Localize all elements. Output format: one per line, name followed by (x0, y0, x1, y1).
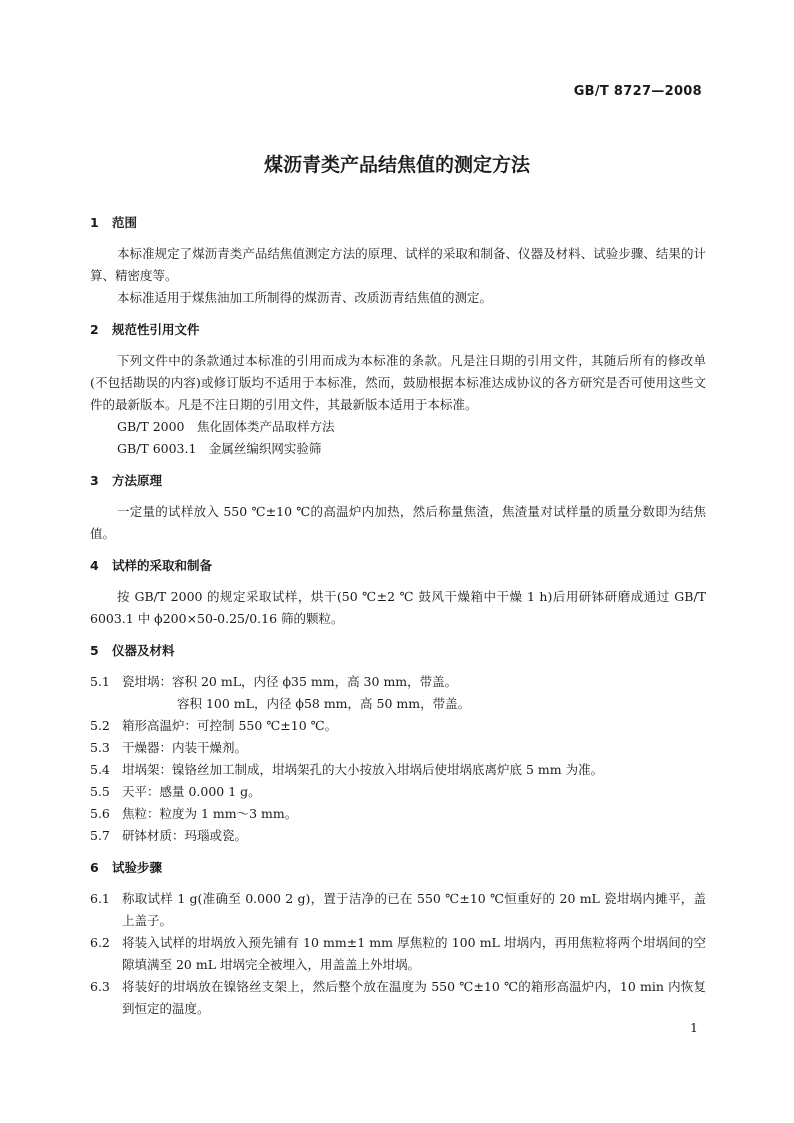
section-number: 4 (90, 558, 99, 573)
item-text: 焦粒：粒度为 1 mm～3 mm。 (122, 806, 298, 821)
section-title: 仪器及材料 (112, 643, 175, 658)
list-item (90, 715, 706, 737)
list-item (90, 671, 706, 693)
paragraph: 下列文件中的条款通过本标准的引用而成为本标准的条款。凡是注日期的引用文件，其随后所有的修改单(不包括勘误的内容)或修订版均不适用于本标准，然而，鼓励根据本标准达成协议的各方研究是否可使用这些文件的最新版本。凡是不注日期的引用文件，其最新版本适用于本标准。 (90, 353, 706, 412)
list-item (90, 888, 706, 932)
list-item (90, 737, 706, 759)
item-number: 6.3 (90, 979, 110, 994)
item-number: 5.1 (90, 674, 110, 689)
list-item (90, 932, 706, 976)
section-number: 1 (90, 215, 99, 230)
section-title: 方法原理 (112, 473, 163, 488)
document-body (90, 212, 706, 1020)
list-item (90, 759, 706, 781)
reference-item: GB/T 2000 焦化固体类产品取样方法 (117, 419, 335, 434)
section-title: 试验步骤 (112, 860, 163, 875)
paragraph: 一定量的试样放入 550 ℃±10 ℃的高温炉内加热，然后称量焦渣，焦渣量对试样量的质量分数即为结焦值。 (90, 504, 706, 541)
item-number: 5.7 (90, 828, 110, 843)
item-number: 5.2 (90, 718, 110, 733)
item-text: 称取试样 1 g(准确至 0.000 2 g)，置于洁净的已在 550 ℃±10 ℃恒重好的 20 mL 瓷坩埚内摊平，盖上盖子。 (122, 891, 706, 928)
section-heading-normative-references (90, 319, 706, 341)
reference-item: GB/T 6003.1 金属丝编织网实验筛 (117, 441, 322, 456)
item-number: 5.4 (90, 762, 110, 777)
section-heading-principle (90, 470, 706, 492)
item-number: 5.6 (90, 806, 110, 821)
document-title: 煤沥青类产品结焦值的测定方法 (263, 154, 530, 176)
item-number: 6.2 (90, 935, 110, 950)
item-text: 箱形高温炉：可控制 550 ℃±10 ℃。 (122, 718, 338, 733)
section-heading-apparatus (90, 640, 706, 662)
section-title: 规范性引用文件 (112, 322, 200, 337)
section-title: 试样的采取和制备 (112, 558, 213, 573)
section-number: 6 (90, 860, 99, 875)
page-number: 1 (690, 1020, 698, 1035)
section-heading-sampling (90, 555, 706, 577)
section-title: 范围 (112, 215, 138, 230)
item-number: 5.5 (90, 784, 110, 799)
item-number: 5.3 (90, 740, 110, 755)
paragraph: 本标准规定了煤沥青类产品结焦值测定方法的原理、试样的采取和制备、仪器及材料、试验步骤、结果的计算、精密度等。 (90, 246, 706, 283)
item-text: 坩埚架：镍铬丝加工制成，坩埚架孔的大小按放入坩埚后使坩埚底离炉底 5 mm 为准。 (122, 762, 604, 777)
section-heading-procedure (90, 857, 706, 879)
item-number: 6.1 (90, 891, 110, 906)
paragraph: 本标准适用于煤焦油加工所制得的煤沥青、改质沥青结焦值的测定。 (117, 290, 493, 305)
list-item (90, 803, 706, 825)
item-text: 瓷坩埚：容积 20 mL，内径 ϕ35 mm，高 30 mm，带盖。 (122, 674, 458, 689)
item-text: 将装好的坩埚放在镍铬丝支架上，然后整个放在温度为 550 ℃±10 ℃的箱形高温炉内，10 min 内恢复到恒定的温度。 (122, 979, 706, 1016)
item-text: 天平：感量 0.000 1 g。 (122, 784, 261, 799)
section-number: 3 (90, 473, 99, 488)
list-item (90, 781, 706, 803)
section-number: 5 (90, 643, 99, 658)
item-text: 研钵材质：玛瑙或瓷。 (122, 828, 248, 843)
item-text: 干燥器：内装干燥剂。 (122, 740, 248, 755)
item-continuation: 容积 100 mL，内径 ϕ58 mm，高 50 mm，带盖。 (177, 696, 471, 711)
section-heading-scope (90, 212, 706, 234)
section-number: 2 (90, 322, 99, 337)
standard-code: GB/T 8727—2008 (573, 84, 702, 99)
paragraph: 按 GB/T 2000 的规定采取试样，烘干(50 ℃±2 ℃ 鼓风干燥箱中干燥 1 h)后用研钵研磨成通过 GB/T 6003.1 中 ϕ200×50-0.25/0.16 筛的颗粒。 (90, 589, 706, 626)
list-item (90, 976, 706, 1020)
list-item (90, 825, 706, 847)
item-text: 将装入试样的坩埚放入预先铺有 10 mm±1 mm 厚焦粒的 100 mL 坩埚内，再用焦粒将两个坩埚间的空隙填满至 20 mL 坩埚完全被埋入，用盖盖上外坩埚。 (122, 935, 706, 972)
